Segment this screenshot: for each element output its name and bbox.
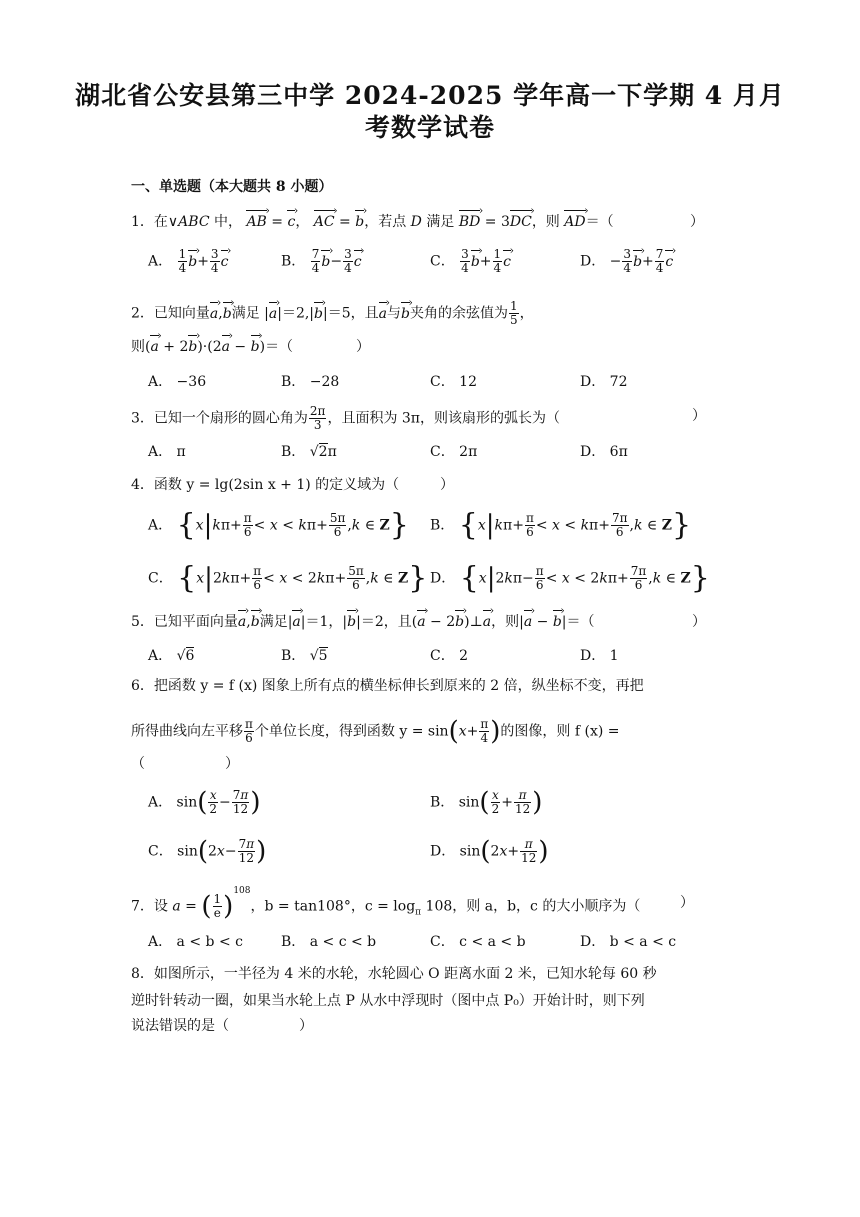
q1-stem: 1．在∨ABC 中， AB › = c ›， AC › = b ›，若点 D 满足 BD › = 3DC ›，则 AD ›＝（ <box>131 211 614 233</box>
q3-paren: ） <box>692 408 706 424</box>
exam-title-line2: 考数学试卷 <box>364 113 495 142</box>
q6-option-a[interactable]: A． sin( $\frac{x}{2}$ − $\frac{7\pi}{12}$ ) <box>148 787 261 818</box>
q2-option-a[interactable]: A． −36 <box>148 374 207 390</box>
q2-option-c[interactable]: C． 12 <box>430 374 477 390</box>
q6-option-d[interactable]: D． sin(2x+ $\frac{\pi}{12}$ ) <box>430 836 549 867</box>
q5-option-d[interactable]: D． 1 <box>580 648 619 664</box>
q7-stem: 7．设 a = ( $\frac{1}{e}$ )$^{108}$，b = tan108°，$c = \log_\pi 108$，则 a，b，c 的大小顺序为（ <box>131 886 641 922</box>
q5-stem: 5．已知平面向量a ›,b ›满足|a ›|＝1，|b ›|＝2，且(a › − 2b ›)⊥a ›，则|a › − b ›|＝（ <box>131 611 595 633</box>
q3-option-c[interactable]: C． 2π <box>430 444 478 460</box>
q6-option-b[interactable]: B． sin( $\frac{x}{2}$ + $\frac{\pi}{12}$ ) <box>430 787 543 818</box>
q2-paren: ） <box>356 339 370 355</box>
q7-option-c[interactable]: C． c < a < b <box>430 934 526 950</box>
q1-option-a[interactable]: A． $\frac{1}{4}$ b ›+ $\frac{3}{4}$ c › <box>148 248 228 275</box>
q6-stem-line1: 6．把函数 y = f (x) 图象上所有点的横坐标伸长到原来的 2 倍，纵坐标不变，再把 <box>131 678 644 694</box>
q2-option-d[interactable]: D． 72 <box>580 374 628 390</box>
q3-option-b[interactable]: B． √2π <box>281 444 337 460</box>
exam-title-line1: 湖北省公安县第三中学 2024-2025 学年高一下学期 4 月月 <box>75 81 785 110</box>
q8-stem-line1: 8．如图所示，一半径为 4 米的水轮，水轮圆心 O 距离水面 2 米，已知水轮每 60 秒 <box>131 966 657 982</box>
q6-option-c[interactable]: C． sin(2x− $\frac{7\pi}{12}$ ) <box>148 836 267 867</box>
q5-paren: ） <box>692 614 706 630</box>
q7-option-b[interactable]: B． a < c < b <box>281 934 377 950</box>
q4-paren: ） <box>440 477 454 493</box>
q1-option-c[interactable]: C． $\frac{3}{4}$ b ›+ $\frac{1}{4}$ c › <box>430 248 511 275</box>
q1-option-d[interactable]: D． − $\frac{3}{4}$ b ›+ $\frac{7}{4}$ c › <box>580 248 673 275</box>
q2-option-b[interactable]: B． −28 <box>281 374 340 390</box>
q5-option-b[interactable]: B． √5 <box>281 648 328 664</box>
q8-stem-line2: 逆时针转动一圈，如果当水轮上点 P 从水中浮现时（图中点 P₀）开始计时，则下列 <box>131 993 645 1009</box>
q7-option-a[interactable]: A． a < b < c <box>148 934 243 950</box>
q4-option-d[interactable]: D． {x|2kπ− $\frac{\pi}{6}$ < x < 2kπ+ $\frac{7\pi}{6}$ ,k ∈ Z} <box>430 560 710 596</box>
q3-option-a[interactable]: A． π <box>148 444 186 460</box>
q4-option-a[interactable]: A． {x|kπ+ $\frac{\pi}{6}$ < x < kπ+ $\frac{5\pi}{6}$ ,k ∈ Z} <box>148 507 409 543</box>
q5-option-c[interactable]: C． 2 <box>430 648 469 664</box>
q5-option-a[interactable]: A． √6 <box>148 648 195 664</box>
q1-option-b[interactable]: B． $\frac{7}{4}$ b ›− $\frac{3}{4}$ c › <box>281 248 362 275</box>
q7-option-d[interactable]: D． b < a < c <box>580 934 677 950</box>
q4-option-c[interactable]: C． {x|2kπ+ $\frac{\pi}{6}$ < x < 2kπ+ $\frac{5\pi}{6}$ ,k ∈ Z} <box>148 560 428 596</box>
q4-stem: 4．函数 y = lg(2sin x + 1) 的定义域为（ <box>131 477 400 493</box>
q8-stem-line3: 说法错误的是（ ） <box>131 1018 313 1034</box>
q6-stem-line3: （ ） <box>131 756 239 772</box>
section-heading: 一、单选题（本大题共 8 小题） <box>131 179 333 195</box>
q4-option-b[interactable]: B． {x|kπ+ $\frac{\pi}{6}$ < x < kπ+ $\frac{7\pi}{6}$ ,k ∈ Z} <box>430 507 692 543</box>
q6-stem-line2: 所得曲线向左平移 $\frac{\pi}{6}$ 个单位长度，得到函数 y = sin(x+ $\frac{\pi}{4}$ )的图像，则 f (x) = <box>131 716 620 747</box>
q2-stem-line2: 则(a › + 2b ›)·(2a › − b ›)＝（ <box>131 336 293 358</box>
q7-paren: ） <box>680 895 694 911</box>
q3-option-d[interactable]: D． 6π <box>580 444 628 460</box>
q2-stem: 2．已知向量a ›,b ›满足 |a ›|＝2,|b ›|＝5，且a ›与b ›夹角的余弦值为 $\frac{1}{5}$ ， <box>131 300 534 327</box>
q3-stem: 3．已知一个扇形的圆心角为 $\frac{2\pi}{3}$ ，且面积为 3π，则该扇形的弧长为（ <box>131 404 561 432</box>
q1-paren: ） <box>690 214 704 230</box>
